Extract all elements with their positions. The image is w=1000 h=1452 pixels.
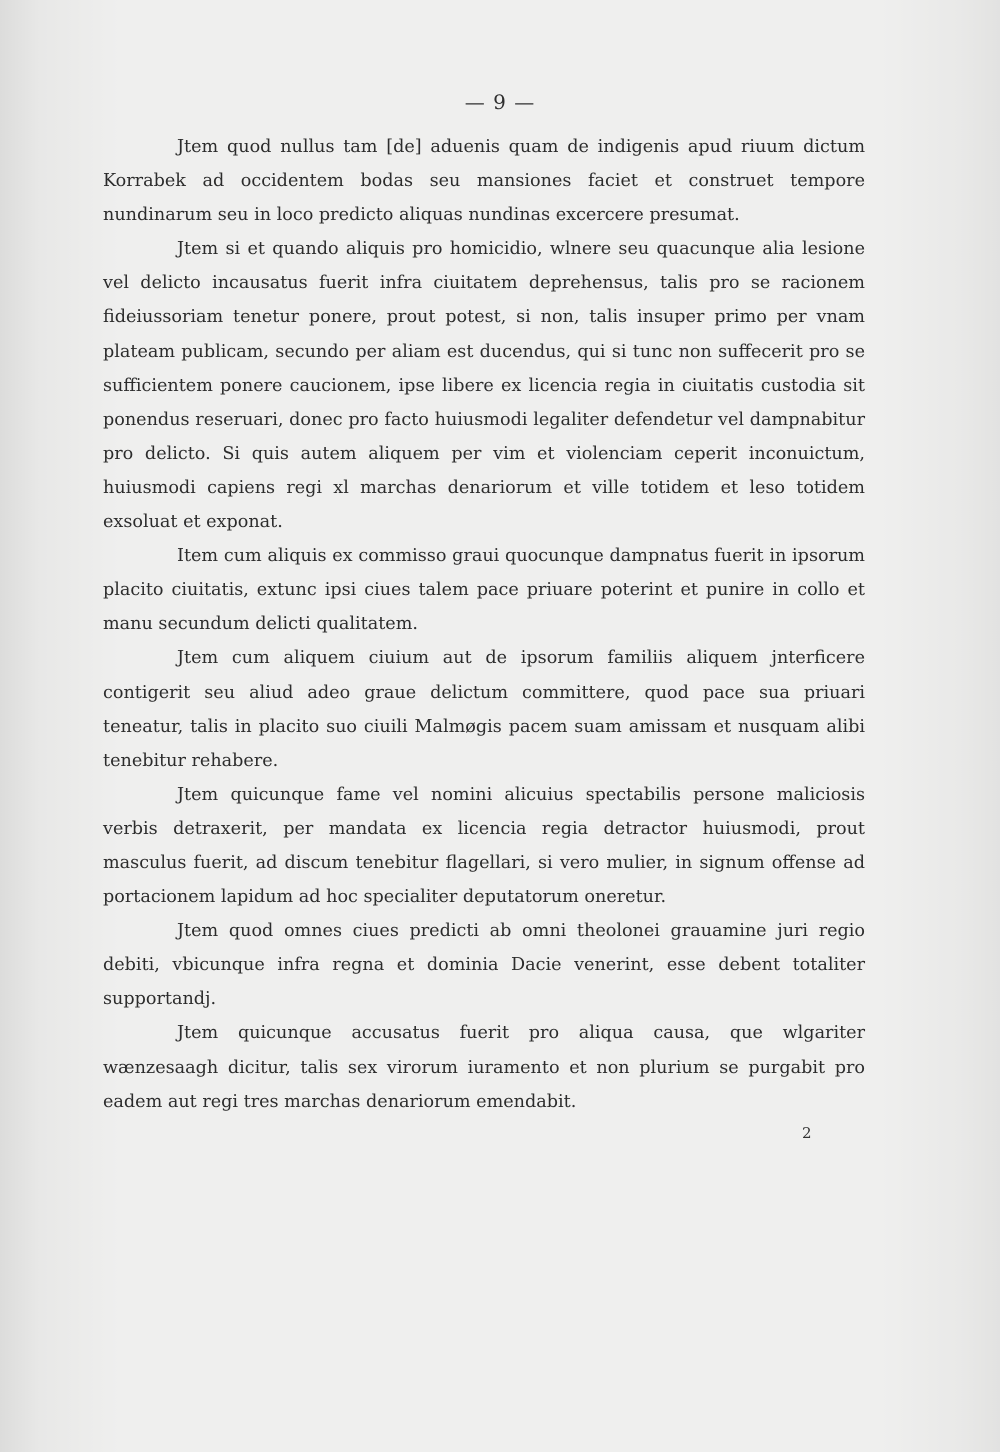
paragraph-5: Jtem quicunque fame vel nomini alicuius spectabilis persone maliciosis verbis detraxerit, per mandata ex licencia regia detractor huiusmodi, prout masculus fuerit, ad discum tenebitur flagellari, si vero mulier, in signum offense ad portacionem lapidum ad hoc specialiter deputatorum oneretur. [103, 784, 865, 908]
body-text [103, 130, 865, 1119]
paragraph-3: Item cum aliquis ex commisso graui quocunque dampnatus fuerit in ipsorum placito ciuitatis, extunc ipsi ciues talem pace priuare poterint et punire in collo et manu secundum delicti qualitatem. [103, 546, 865, 635]
paragraph-2: Jtem si et quando aliquis pro homicidio, wlnere seu quacunque alia lesione vel delicto incausatus fuerit infra ciuitatem deprehensus, talis pro se racionem fideiussoriam tenetur ponere, prout potest, si non, talis insuper primo per vnam plateam publicam, secundo per aliam est ducendus, qui si tunc non suffecerit pro se sufficientem ponere caucionem, ipse libere ex licencia regia in ciuitatis custodia sit ponendus reseruari, donec pro facto huiusmodi legaliter defendetur vel dampnabitur pro delicto. Si quis autem aliquem per vim et violenciam ceperit inconuictum, huiusmodi capiens regi xl marchas denariorum et ville totidem et leso totidem exsoluat et exponat. [103, 239, 865, 533]
paragraph-7: Jtem quicunque accusatus fuerit pro aliqua causa, que wlgariter wænzesaagh dicitur, talis sex virorum iuramento et non plurium se purgabit pro eadem aut regi tres marchas denariorum emendabit. [103, 1023, 865, 1112]
page-number-header: — 9 — [464, 90, 536, 114]
paragraph-6: Jtem quod omnes ciues predicti ab omni theolonei grauamine juri regio debiti, vbicunque infra regna et dominia Dacie venerint, esse debent totaliter supportandj. [103, 921, 865, 1010]
paragraph-1: Jtem quod nullus tam [de] aduenis quam de indigenis apud riuum dictum Korrabek ad occidentem bodas seu mansiones faciet et construet tempore nundinarum seu in loco predicto aliquas nundinas excercere presumat. [103, 137, 865, 226]
paragraph-4: Jtem cum aliquem ciuium aut de ipsorum familiis aliquem jnterficere contigerit seu aliud adeo graue delictum committere, quod pace sua priuari teneatur, talis in placito suo ciuili Malmøgis pacem suam amissam et nusquam alibi tenebitur rehabere. [103, 648, 865, 771]
signature-mark: 2 [802, 1124, 812, 1142]
